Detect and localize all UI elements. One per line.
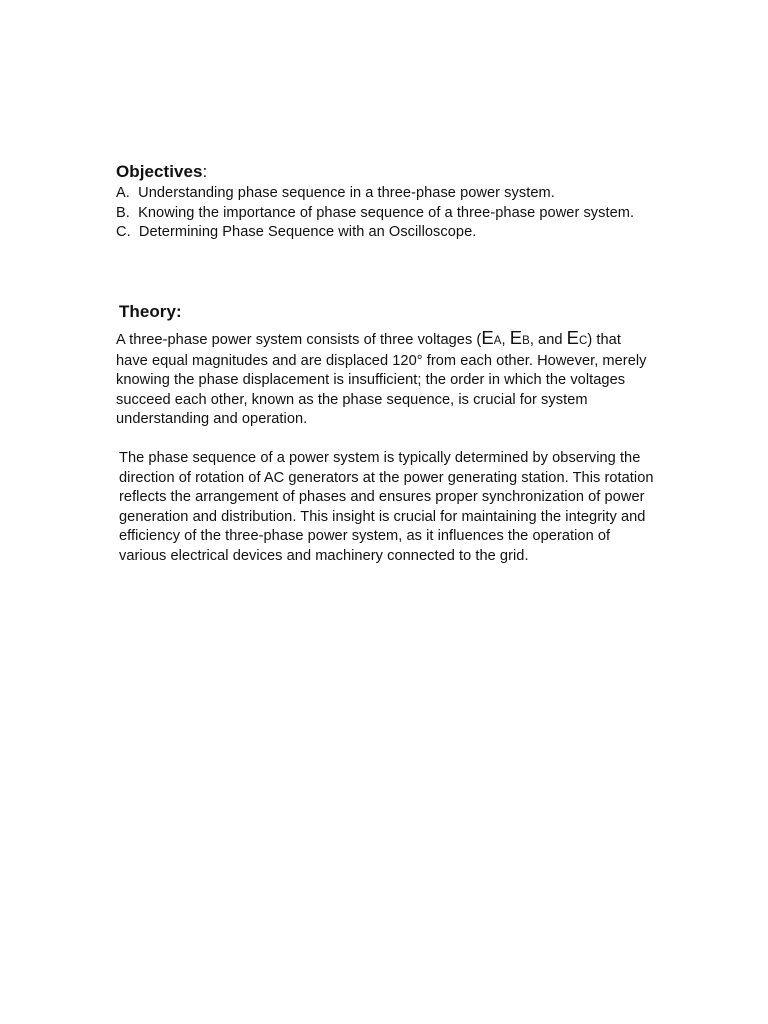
objective-text: Understanding phase sequence in a three-phase power system. — [138, 185, 555, 201]
objective-item-a — [116, 184, 656, 204]
objective-marker: C. — [116, 224, 131, 240]
objectives-list — [116, 184, 656, 243]
voltage-b-subscript: B — [522, 335, 530, 347]
objectives-heading-text: Objectives — [116, 162, 203, 181]
theory-paragraph-1-suffix: ) that have equal magnitudes and are displaced 120° from each other. However, merely knowing the phase displacement is insufficient; the order in which the voltages succeed each other, known as the phase sequence, is crucial for system understanding and operation. — [116, 332, 647, 427]
objective-item-c — [116, 223, 656, 243]
separator-1: , — [501, 332, 510, 348]
theory-paragraph-2: The phase sequence of a power system is typically determined by observing the direction of rotation of AC generators at the power generating station. This rotation reflects the arrangement of phases and ensures proper synchronization of power generation and distribution. This insight is crucial for maintaining the integrity and efficiency of the three-phase power system, as it influences the operation of various electrical devices and machinery connected to the grid. — [119, 450, 654, 564]
voltage-b-letter: E — [509, 327, 523, 348]
voltage-c-letter: E — [566, 327, 580, 348]
theory-heading: Theory: — [119, 302, 182, 321]
objectives-heading — [116, 160, 656, 184]
separator-2: , and — [529, 332, 567, 348]
theory-paragraph-1-prefix: A three-phase power system consists of three voltages ( — [116, 332, 482, 348]
objective-item-b — [116, 204, 656, 224]
objectives-heading-colon: : — [202, 162, 208, 181]
voltage-a-subscript: A — [493, 335, 502, 347]
voltage-a-letter: E — [481, 327, 494, 348]
theory-paragraph-1 — [116, 328, 656, 430]
objective-marker: A. — [116, 185, 130, 201]
objective-marker: B. — [116, 204, 130, 221]
voltage-c-subscript: C — [579, 335, 588, 347]
theory-section — [116, 300, 656, 566]
objectives-section — [116, 160, 656, 243]
objective-text: Determining Phase Sequence with an Oscilloscope. — [138, 224, 477, 240]
objective-text: Knowing the importance of phase sequence of a three-phase power system. — [138, 204, 635, 221]
